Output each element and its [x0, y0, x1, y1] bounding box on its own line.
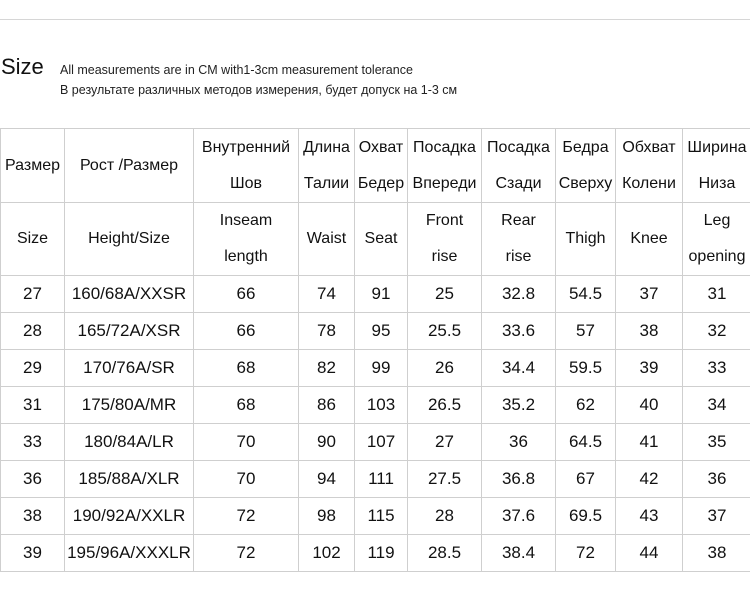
table-cell: 25.5	[408, 313, 482, 350]
table-cell: 29	[1, 350, 65, 387]
header-cell	[355, 203, 408, 276]
table-cell: 72	[556, 535, 616, 572]
table-cell: 38	[1, 498, 65, 535]
size-table	[0, 128, 750, 572]
header-cell	[65, 129, 194, 203]
header-line: Rear	[501, 212, 536, 229]
header-line: Height/Size	[88, 230, 170, 247]
table-cell: 195/96A/XXXLR	[65, 535, 194, 572]
table-cell: 66	[194, 313, 299, 350]
header-row-header_en	[1, 203, 750, 276]
table-cell: 44	[616, 535, 683, 572]
header-line: rise	[431, 248, 458, 265]
table-row	[1, 535, 750, 572]
header-cell	[194, 203, 299, 276]
table-cell: 170/76A/SR	[65, 350, 194, 387]
table-row	[1, 313, 750, 350]
table-cell: 70	[194, 424, 299, 461]
table-cell: 160/68A/XXSR	[65, 276, 194, 313]
table-cell: 59.5	[556, 350, 616, 387]
table-cell: 39	[616, 350, 683, 387]
header-line: Leg	[703, 212, 731, 229]
header-cell	[683, 203, 750, 276]
header-line: Thigh	[565, 230, 606, 247]
header-cell	[556, 203, 616, 276]
table-cell: 28.5	[408, 535, 482, 572]
table-cell: 190/92A/XXLR	[65, 498, 194, 535]
table-cell: 38	[616, 313, 683, 350]
table-cell: 82	[299, 350, 355, 387]
header-line: Талии	[303, 174, 350, 192]
table-cell: 37	[683, 498, 750, 535]
header-cell	[1, 129, 65, 203]
table-cell: 32.8	[482, 276, 556, 313]
header-line: Waist	[306, 230, 347, 247]
header-line: Seat	[364, 230, 398, 247]
table-cell: 119	[355, 535, 408, 572]
table-cell: 40	[616, 387, 683, 424]
table-cell: 27.5	[408, 461, 482, 498]
table-row	[1, 350, 750, 387]
table-cell: 26	[408, 350, 482, 387]
table-cell: 102	[299, 535, 355, 572]
header-line: Front	[425, 212, 464, 229]
table-cell: 38.4	[482, 535, 556, 572]
header-cell	[616, 203, 683, 276]
table-row	[1, 498, 750, 535]
header-line: Шов	[229, 174, 263, 192]
header-cell	[194, 129, 299, 203]
measurement-note-ru: В результате различных методов измерения, будет допуск на 1-3 см	[60, 83, 458, 97]
top-divider	[0, 19, 750, 20]
header-cell	[482, 129, 556, 203]
table-cell: 95	[355, 313, 408, 350]
header-line: Посадка	[413, 138, 476, 156]
header-line: Size	[16, 230, 49, 247]
header-line: rise	[505, 248, 532, 265]
table-cell: 70	[194, 461, 299, 498]
header-cell	[65, 203, 194, 276]
table-cell: 69.5	[556, 498, 616, 535]
header-cell	[408, 129, 482, 203]
header-line: Сверху	[558, 174, 613, 192]
header-line: Рост /Размер	[79, 156, 179, 174]
table-cell: 28	[408, 498, 482, 535]
table-row	[1, 276, 750, 313]
table-cell: 43	[616, 498, 683, 535]
table-cell: 68	[194, 387, 299, 424]
header-line: Knee	[630, 230, 668, 247]
table-cell: 99	[355, 350, 408, 387]
table-cell: 25	[408, 276, 482, 313]
table-cell: 64.5	[556, 424, 616, 461]
table-cell: 31	[683, 276, 750, 313]
table-cell: 33	[683, 350, 750, 387]
table-cell: 185/88A/XLR	[65, 461, 194, 498]
header-line: Низа	[698, 174, 736, 192]
table-cell: 68	[194, 350, 299, 387]
header-line: Впереди	[412, 174, 477, 192]
table-cell: 107	[355, 424, 408, 461]
table-cell: 72	[194, 535, 299, 572]
header-line: Inseam	[219, 212, 273, 229]
table-cell: 66	[194, 276, 299, 313]
table-cell: 37.6	[482, 498, 556, 535]
table-cell: 42	[616, 461, 683, 498]
table-cell: 41	[616, 424, 683, 461]
header-cell	[616, 129, 683, 203]
table-cell: 103	[355, 387, 408, 424]
table-cell: 27	[1, 276, 65, 313]
table-cell: 27	[408, 424, 482, 461]
table-cell: 36	[482, 424, 556, 461]
table-cell: 67	[556, 461, 616, 498]
header-line: Охват	[358, 138, 404, 156]
header-line: Ширина	[687, 138, 747, 156]
table-cell: 57	[556, 313, 616, 350]
table-cell: 33	[1, 424, 65, 461]
header-cell	[556, 129, 616, 203]
table-cell: 38	[683, 535, 750, 572]
table-cell: 32	[683, 313, 750, 350]
table-cell: 28	[1, 313, 65, 350]
table-cell: 86	[299, 387, 355, 424]
table-cell: 31	[1, 387, 65, 424]
header-line: Размер	[5, 156, 60, 174]
header-cell	[1, 203, 65, 276]
table-cell: 98	[299, 498, 355, 535]
table-cell: 54.5	[556, 276, 616, 313]
header-line: Колени	[622, 174, 676, 192]
table-row	[1, 461, 750, 498]
table-row	[1, 387, 750, 424]
table-cell: 90	[299, 424, 355, 461]
table-cell: 35	[683, 424, 750, 461]
table-cell: 39	[1, 535, 65, 572]
page-title: Size	[1, 54, 44, 79]
header-cell	[299, 203, 355, 276]
header-cell	[299, 129, 355, 203]
measurement-note-en: All measurements are in CM with1-3cm measurement tolerance	[60, 63, 413, 77]
header-cell	[355, 129, 408, 203]
table-cell: 37	[616, 276, 683, 313]
table-cell: 94	[299, 461, 355, 498]
header-row-header_ru	[1, 129, 750, 203]
table-cell: 91	[355, 276, 408, 313]
header-line: Посадка	[487, 138, 550, 156]
header-line: Сзади	[495, 174, 542, 192]
table-cell: 34	[683, 387, 750, 424]
table-cell: 165/72A/XSR	[65, 313, 194, 350]
table-cell: 115	[355, 498, 408, 535]
header-line: Внутренний	[201, 138, 291, 156]
table-cell: 175/80A/MR	[65, 387, 194, 424]
table-cell: 74	[299, 276, 355, 313]
table-cell: 62	[556, 387, 616, 424]
header-line: Бедра	[562, 138, 609, 156]
table-row	[1, 424, 750, 461]
table-cell: 72	[194, 498, 299, 535]
table-cell: 36.8	[482, 461, 556, 498]
header-line: Обхват	[622, 138, 676, 156]
table-cell: 36	[1, 461, 65, 498]
header-cell	[482, 203, 556, 276]
header-cell	[408, 203, 482, 276]
header-line: opening	[688, 248, 746, 265]
table-cell: 26.5	[408, 387, 482, 424]
header-cell	[683, 129, 750, 203]
table-cell: 36	[683, 461, 750, 498]
table-cell: 33.6	[482, 313, 556, 350]
header-line: length	[224, 248, 268, 265]
table-cell: 180/84A/LR	[65, 424, 194, 461]
table-cell: 35.2	[482, 387, 556, 424]
table-cell: 34.4	[482, 350, 556, 387]
table-cell: 78	[299, 313, 355, 350]
table-cell: 111	[355, 461, 408, 498]
header-line: Бедер	[357, 174, 405, 192]
header-line: Длина	[303, 138, 350, 156]
size-table-container	[0, 128, 750, 572]
